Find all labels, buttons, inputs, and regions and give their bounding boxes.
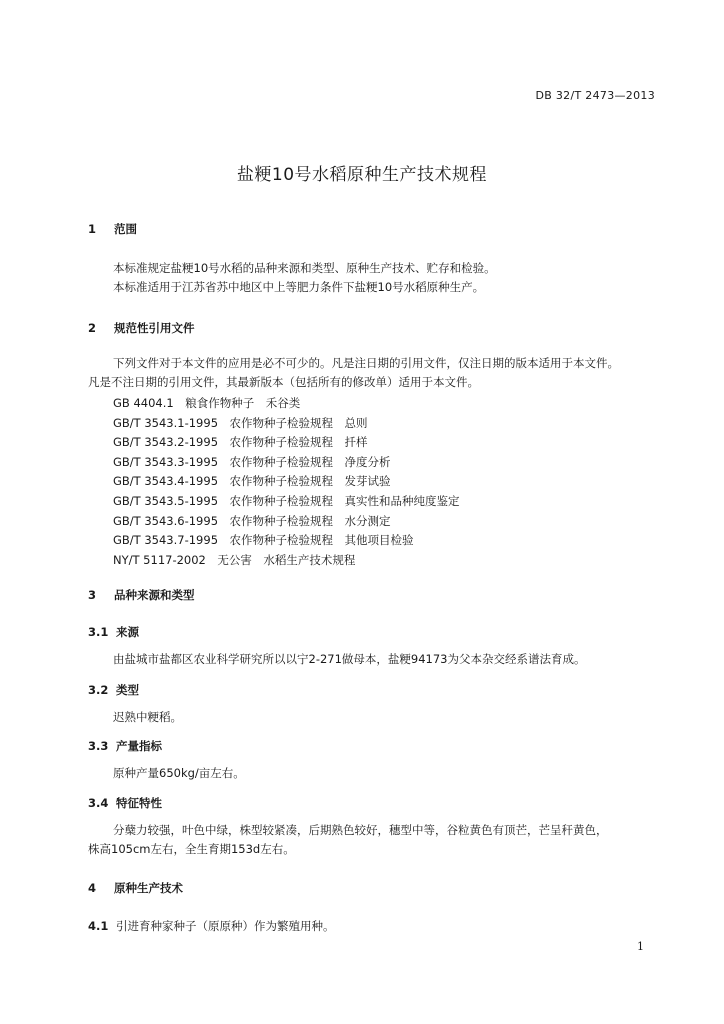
reference-subtitle: 水分测定 [344, 513, 391, 528]
item-text: 引进育种家种子（原原种）作为繁殖用种。 [116, 919, 335, 933]
reference-item [113, 433, 460, 453]
section-number: 3.2 [88, 683, 109, 697]
reference-code: GB/T 3543.5-1995 [113, 493, 219, 508]
section-number: 3.4 [88, 796, 109, 810]
paragraph-line: 由盐城市盐都区农业科学研究所以以宁2-271做母本，盐粳94173为父本杂交经系谱法育成。 [113, 652, 586, 666]
reference-item [113, 492, 460, 512]
section-title: 品种来源和类型 [114, 588, 195, 602]
document-code: DB 32/T 2473—2013 [535, 89, 655, 102]
paragraph-line: 株高105cm左右，全生育期153d左右。 [88, 842, 295, 856]
section-3-heading [88, 587, 195, 603]
section-number: 4 [88, 881, 97, 895]
paragraph-line: 原种产量650kg/亩左右。 [113, 766, 245, 780]
reference-subtitle: 净度分析 [344, 454, 391, 469]
reference-title: 农作物种子检验规程 [229, 454, 334, 469]
section-4-heading [88, 880, 183, 896]
reference-code: NY/T 5117-2002 [113, 552, 206, 567]
section-2-intro [88, 354, 668, 392]
reference-subtitle: 发芽试验 [344, 474, 391, 489]
reference-subtitle: 总则 [344, 415, 368, 430]
section-title: 范围 [114, 222, 137, 236]
reference-subtitle: 其他项目检验 [344, 533, 414, 548]
section-3-1-body [88, 650, 668, 669]
section-title: 特征特性 [116, 796, 162, 810]
reference-title: 农作物种子检验规程 [229, 533, 334, 548]
reference-title: 无公害 水稻生产技术规程 [217, 552, 356, 567]
section-number: 4.1 [88, 919, 109, 933]
reference-code: GB/T 3543.4-1995 [113, 474, 219, 489]
reference-code: GB/T 3543.1-1995 [113, 415, 219, 430]
reference-title: 农作物种子检验规程 [229, 513, 334, 528]
reference-title: 农作物种子检验规程 [229, 415, 334, 430]
section-title: 来源 [116, 625, 139, 639]
section-1-body [88, 259, 668, 297]
reference-code: GB 4404.1 [113, 396, 174, 410]
section-title: 类型 [116, 683, 139, 697]
reference-item [113, 472, 460, 492]
section-number: 1 [88, 222, 97, 236]
reference-subtitle: 真实性和品种纯度鉴定 [344, 493, 460, 508]
page-number: 1 [637, 940, 644, 953]
document-title: 盐粳10号水稻原种生产技术规程 [236, 165, 488, 185]
reference-title: 农作物种子检验规程 [229, 435, 334, 450]
paragraph-line: 凡是不注日期的引用文件，其最新版本（包括所有的修改单）适用于本文件。 [88, 375, 479, 389]
reference-item [113, 394, 460, 414]
paragraph-line: 分蘖力较强，叶色中绿，株型较紧凑，后期熟色较好，穗型中等，谷粒黄色有顶芒，芒呈秆黄色， [113, 823, 608, 837]
reference-code: GB/T 3543.3-1995 [113, 454, 219, 469]
section-title: 规范性引用文件 [114, 321, 195, 335]
section-3-2-body [88, 708, 668, 727]
section-title: 原种生产技术 [114, 881, 183, 895]
section-3-2-heading [88, 682, 139, 698]
section-number: 3.1 [88, 625, 109, 639]
paragraph-line: 本标准适用于江苏省苏中地区中上等肥力条件下盐粳10号水稻原种生产。 [113, 280, 485, 294]
section-1-heading [88, 221, 137, 237]
reference-code: GB/T 3543.6-1995 [113, 513, 219, 528]
reference-code: GB/T 3543.7-1995 [113, 533, 219, 548]
section-2-heading [88, 320, 195, 336]
section-3-3-body [88, 764, 668, 783]
paragraph-line: 迟熟中粳稻。 [113, 710, 182, 724]
reference-item [113, 512, 460, 532]
reference-item [113, 551, 460, 571]
reference-title: 农作物种子检验规程 [229, 474, 334, 489]
section-4-1-item [88, 918, 335, 934]
reference-item [113, 414, 460, 434]
reference-title: 农作物种子检验规程 [229, 493, 334, 508]
section-title: 产量指标 [116, 739, 162, 753]
paragraph-line: 本标准规定盐粳10号水稻的品种来源和类型、原种生产技术、贮存和检验。 [113, 261, 496, 275]
section-number: 2 [88, 321, 97, 335]
paragraph-line: 下列文件对于本文件的应用是必不可少的。凡是注日期的引用文件，仅注日期的版本适用于本文件。 [113, 356, 619, 370]
reference-title: 粮食作物种子 禾谷类 [185, 396, 301, 410]
section-3-1-heading [88, 624, 139, 640]
section-3-4-heading [88, 795, 162, 811]
reference-item [113, 531, 460, 551]
normative-reference-list [113, 394, 460, 570]
reference-subtitle: 扦样 [344, 435, 368, 450]
section-3-3-heading [88, 738, 162, 754]
reference-code: GB/T 3543.2-1995 [113, 435, 219, 450]
section-number: 3 [88, 588, 97, 602]
section-number: 3.3 [88, 739, 109, 753]
reference-item [113, 453, 460, 473]
section-3-4-body [88, 821, 668, 859]
